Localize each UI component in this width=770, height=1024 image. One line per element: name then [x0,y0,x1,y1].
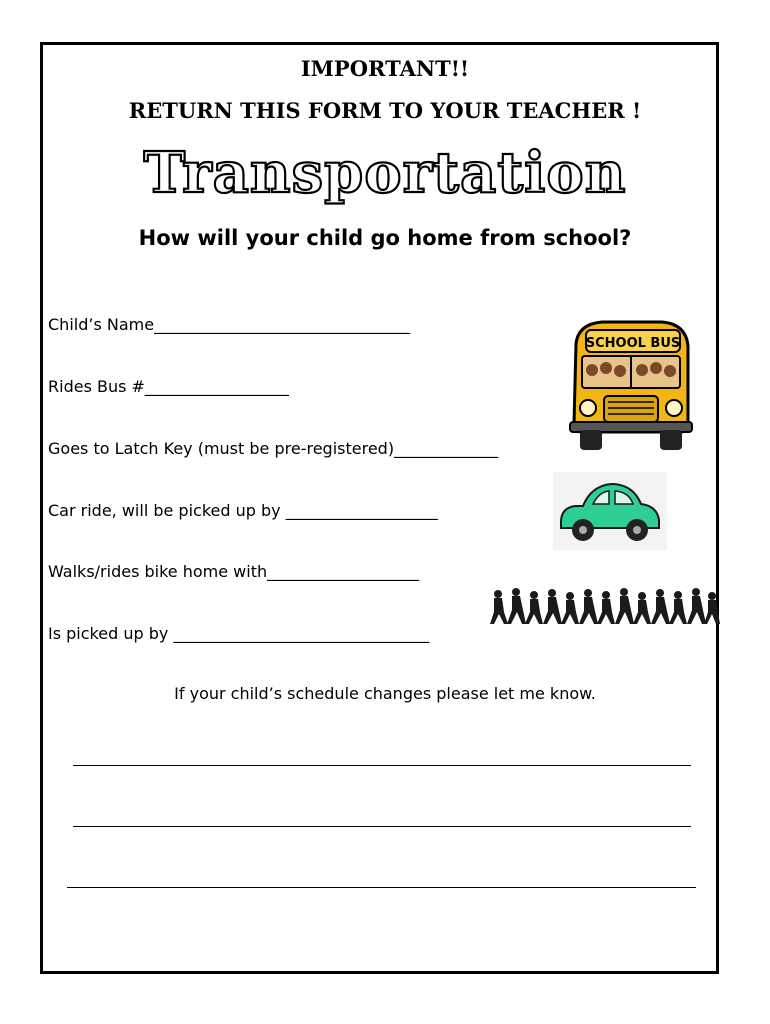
comment-line-3[interactable] [67,887,696,888]
school-bus-icon [562,316,694,452]
transportation-title-text: Transportation [143,140,627,206]
latch-key-field[interactable]: Goes to Latch Key (must be pre-registered)_____________ [48,439,499,458]
running-children-icon [486,584,720,628]
bus-sign-text: SCHOOL BUS [585,336,681,351]
picked-up-by-field[interactable]: Is picked up by ________________________________ [48,624,430,643]
childs-name-field[interactable]: Child’s Name________________________________ [48,315,411,334]
transportation-title [140,140,630,210]
car-icon [553,472,667,550]
important-heading: IMPORTANT!! [300,56,470,81]
comment-line-1[interactable] [73,765,691,766]
question-heading: How will your child go home from school? [138,226,632,250]
car-ride-field[interactable]: Car ride, will be picked up by ___________________ [48,501,438,520]
comment-line-2[interactable] [73,826,691,827]
walks-bike-field[interactable]: Walks/rides bike home with___________________ [48,562,420,581]
rides-bus-field[interactable]: Rides Bus #__________________ [48,377,289,396]
schedule-change-note: If your child’s schedule changes please let me know. [174,684,596,703]
return-notice: RETURN THIS FORM TO YOUR TEACHER ! [128,98,642,123]
